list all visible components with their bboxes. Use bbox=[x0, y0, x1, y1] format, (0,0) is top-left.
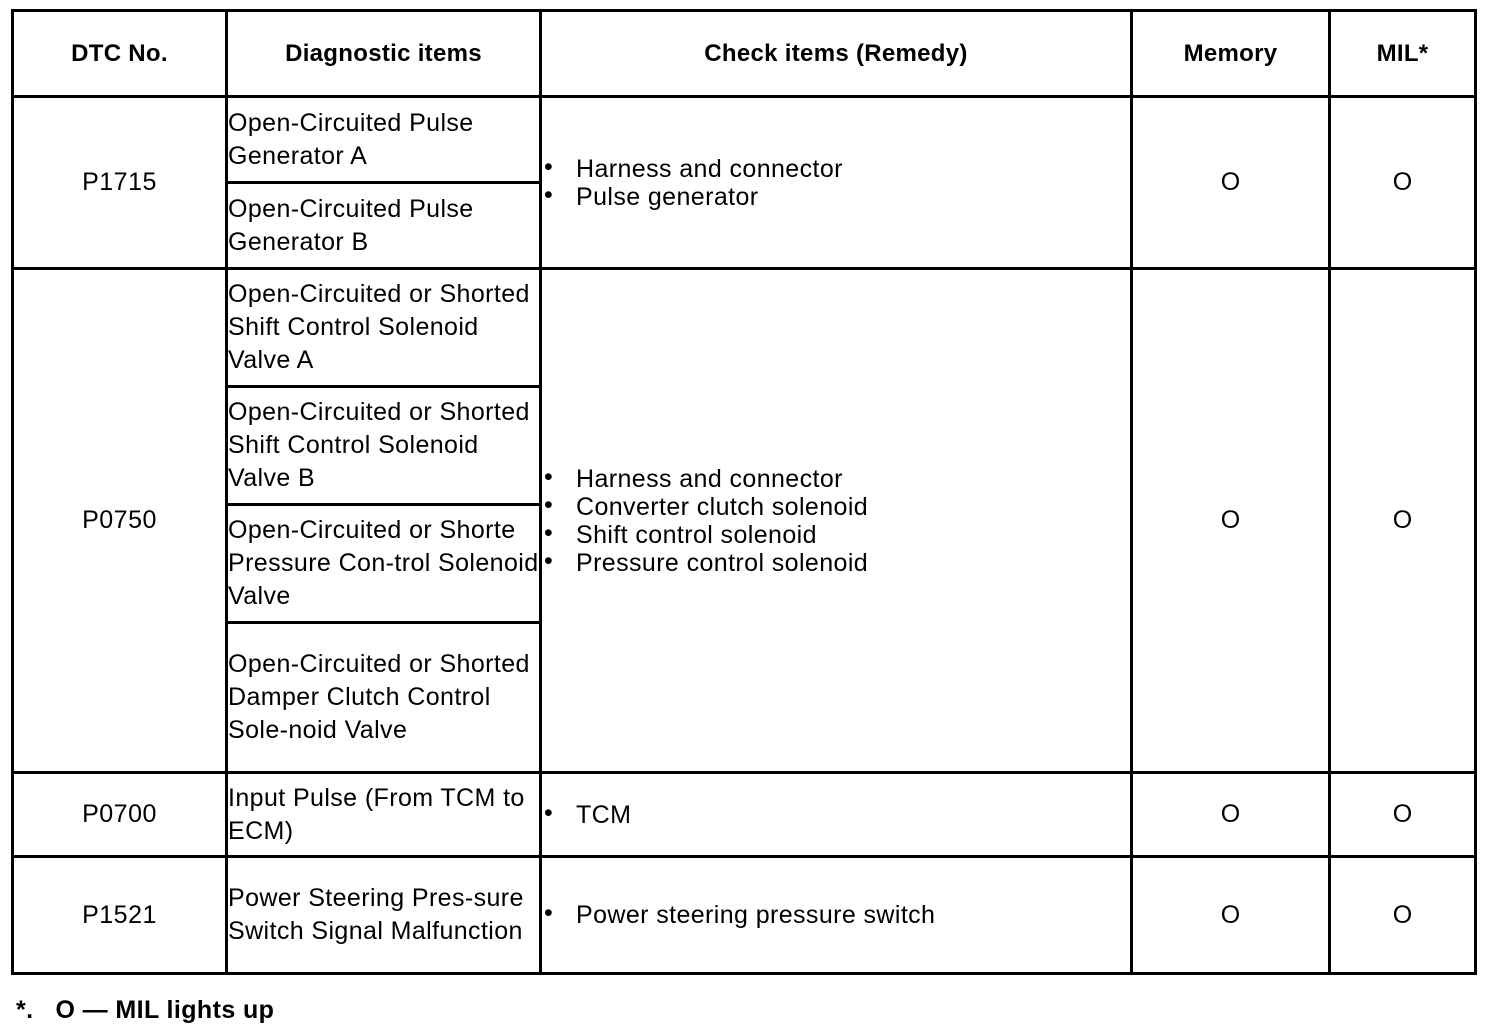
check-item: • Harness and connector bbox=[542, 155, 1130, 183]
table-row bbox=[13, 773, 1476, 857]
table-row bbox=[13, 857, 1476, 974]
header-row bbox=[13, 11, 1476, 97]
diagnostic-item: Open-Circuited Pulse Generator A bbox=[227, 97, 541, 183]
dtc-code: P1715 bbox=[13, 97, 227, 269]
check-items bbox=[541, 773, 1132, 857]
dtc-table bbox=[11, 9, 1477, 975]
table-row bbox=[13, 269, 1476, 387]
footnote-marker: *. bbox=[16, 996, 34, 1024]
diagnostic-item: Input Pulse (From TCM to ECM) bbox=[227, 773, 541, 857]
dtc-code: P0700 bbox=[13, 773, 227, 857]
memory-mark: O bbox=[1132, 857, 1330, 974]
mil-mark: O bbox=[1330, 857, 1476, 974]
check-item: • Shift control solenoid bbox=[542, 521, 1130, 549]
check-items bbox=[541, 857, 1132, 974]
mil-mark: O bbox=[1330, 97, 1476, 269]
check-item: • TCM bbox=[542, 801, 1130, 829]
mil-mark: O bbox=[1330, 773, 1476, 857]
check-item: • Pressure control solenoid bbox=[542, 549, 1130, 577]
check-items bbox=[541, 97, 1132, 269]
diagnostic-item: Open-Circuited or Shorted Shift Control Solenoid Valve A bbox=[227, 269, 541, 387]
diagnostic-item: Open-Circuited Pulse Generator B bbox=[227, 183, 541, 269]
memory-mark: O bbox=[1132, 269, 1330, 773]
diagnostic-item: Open-Circuited or Shorted Damper Clutch Control Sole-noid Valve bbox=[227, 623, 541, 773]
table-row bbox=[13, 97, 1476, 183]
header-memory: Memory bbox=[1132, 11, 1330, 97]
diagnostic-item: Open-Circuited or Shorted Shift Control Solenoid Valve B bbox=[227, 387, 541, 505]
header-check-items: Check items (Remedy) bbox=[541, 11, 1132, 97]
dtc-code: P0750 bbox=[13, 269, 227, 773]
header-mil: MIL* bbox=[1330, 11, 1476, 97]
dtc-code: P1521 bbox=[13, 857, 227, 974]
diagnostic-item: Power Steering Pres-sure Switch Signal Malfunction bbox=[227, 857, 541, 974]
check-item: • Pulse generator bbox=[542, 183, 1130, 211]
mil-mark: O bbox=[1330, 269, 1476, 773]
header-diagnostic-items: Diagnostic items bbox=[227, 11, 541, 97]
footnote-text: O — MIL lights up bbox=[55, 996, 275, 1024]
check-items bbox=[541, 269, 1132, 773]
check-item: • Harness and connector bbox=[542, 465, 1130, 493]
check-item: • Converter clutch solenoid bbox=[542, 493, 1130, 521]
footnote bbox=[16, 996, 274, 1025]
check-item: • Power steering pressure switch bbox=[542, 901, 1130, 929]
diagnostic-item: Open-Circuited or Shorte Pressure Con-trol Solenoid Valve bbox=[227, 505, 541, 623]
memory-mark: O bbox=[1132, 97, 1330, 269]
memory-mark: O bbox=[1132, 773, 1330, 857]
header-dtc-no: DTC No. bbox=[13, 11, 227, 97]
